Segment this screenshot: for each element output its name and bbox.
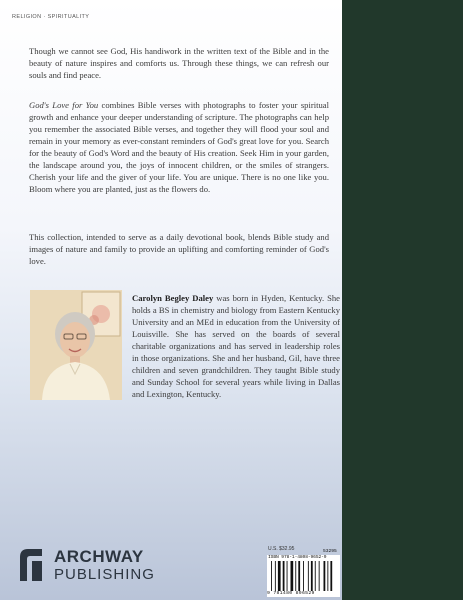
author-name: Carolyn Begley Daley <box>132 293 214 303</box>
addon-digits: 53295 <box>323 549 337 554</box>
isbn-barcode <box>267 555 340 597</box>
barcode-bar <box>303 561 304 591</box>
barcode-bar <box>330 561 332 591</box>
barcode-bar <box>315 561 316 591</box>
barcode-bar <box>327 561 328 591</box>
author-bio <box>132 292 340 400</box>
ean-digits: 9 781480 896529 <box>267 591 315 596</box>
barcode-bar <box>275 561 276 591</box>
barcode-bar <box>311 561 313 591</box>
author-bio-text: was born in Hyden, Kentucky. She holds a BS in chemistry and biology from Eastern Kentucky University and an MEd in education from the University of Louisville. She has served on the boards of several charitable organizations and has served in leadership roles in those organizations. She and her husband, Gil, have three children and seven grandchildren. They taught Bible study and Sunday School for several years while living in Dallas and Lexington, Kentucky. <box>132 293 340 399</box>
barcode-bar <box>298 561 300 591</box>
barcode-bars <box>271 561 337 591</box>
collection-paragraph: This collection, intended to serve as a daily devotional book, blends Bible study and images of nature and family to provide an uplifting and comforting reminder of God's love. <box>29 232 329 266</box>
description-text: combines Bible verses with photographs to foster your spiritual growth and enhance your deeper understanding of scripture. The photographs can help you remember the associated Bible verses, and together they will flood your soul and remain in your memory as ever-constant reminders of God's great love for you. Search for the beauty of God's Word and the beauty of His creation. Seek Him in your garden, the landscape around you, the joys of innocent children, or the smiles of strangers. Cherish your life and the giver of your life. You are unique. There is no one like you. Bloom where you are planted, just as the flowers do. <box>29 100 329 194</box>
archway-logo-icon <box>18 547 44 581</box>
barcode-bar <box>291 561 294 591</box>
intro-paragraph: Though we cannot see God, His handiwork in the written text of the Bible and in the beauty of nature inspires and comforts us. Through these things, we can refresh our souls and find peace. <box>29 46 329 80</box>
barcode-bar <box>319 561 320 591</box>
author-photo <box>30 290 122 400</box>
barcode-bar <box>324 561 326 591</box>
barcode-bar <box>295 561 296 591</box>
isbn-number: ISBN 978-1-4808-9652-9 <box>268 555 327 560</box>
barcode-bar <box>287 561 288 591</box>
publisher-name-line1: ARCHWAY <box>54 547 144 566</box>
barcode-bar <box>278 561 281 591</box>
spine-panel <box>342 0 463 600</box>
category-label: RELIGION · SPIRITUALITY <box>12 14 90 20</box>
book-title-italic: God's Love for You <box>29 100 99 110</box>
arch-shape <box>18 547 44 581</box>
author-portrait <box>30 290 122 400</box>
description-paragraph <box>29 99 329 195</box>
publisher-name-line2: PUBLISHING <box>54 566 155 583</box>
barcode-bar <box>271 561 272 591</box>
barcode-digits <box>267 591 315 596</box>
price-label: U.S. $32.95 <box>268 546 295 552</box>
barcode-bar <box>308 561 309 591</box>
barcode-bar <box>283 561 285 591</box>
